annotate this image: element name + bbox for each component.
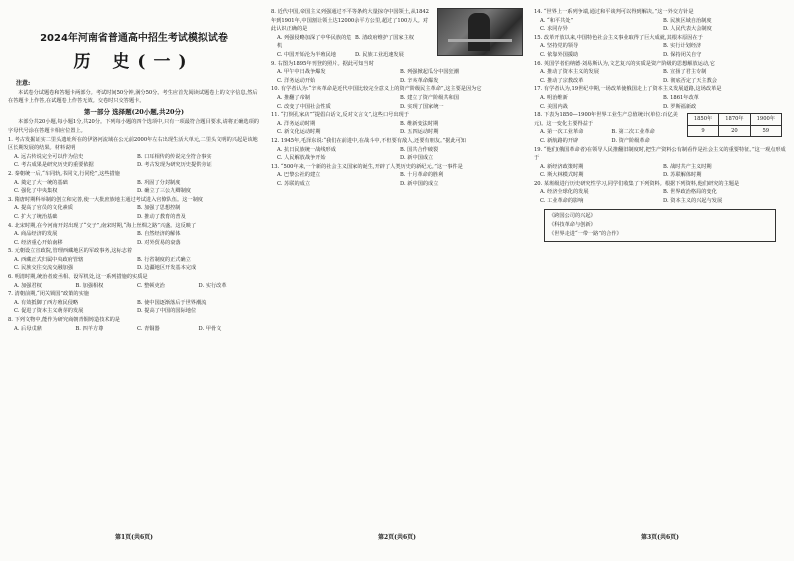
resource-title: 《科技革命与创新》 xyxy=(549,221,596,228)
answer-option: D. 苏联解体时期 xyxy=(663,172,702,179)
answer-option: C. 中国开始沦为半殖民地 xyxy=(277,51,336,58)
answer-option: C. 工业革命的影响 xyxy=(540,198,584,205)
answer-option: B. 十月革命的胜利 xyxy=(400,172,444,179)
answer-option: B. 四羊方尊 xyxy=(75,325,104,332)
answer-options xyxy=(540,17,786,26)
answer-option: C. 扩大了统治基础 xyxy=(14,213,58,220)
answer-options xyxy=(540,42,786,51)
answer-option: A. 抗日民族统一战线形成 xyxy=(277,146,336,153)
answer-option: B. 国共合作破裂 xyxy=(400,146,439,153)
question-stem: 12. 1945年,毛泽东说:“我们在前进中,在战斗中,不但要有敌人,还要有朋友。”据此可知 xyxy=(271,137,466,144)
answer-option: A. 甲午中日战争爆发 xyxy=(277,69,326,76)
answer-option: D. 人民代表大会制度 xyxy=(663,26,712,33)
table-row xyxy=(687,125,781,137)
answer-option: C. 求同存异 xyxy=(540,26,568,33)
answer-option: A. 商品经济的发展 xyxy=(14,231,58,238)
answer-option: D. 实行改革 xyxy=(198,282,227,289)
answer-option: A. 第一次工业革命 xyxy=(540,129,584,136)
answer-option: D. 资本主义的兴起与发展 xyxy=(663,198,723,205)
answer-option: C. 改变了中国社会性质 xyxy=(277,103,331,110)
answer-option: D. 实现了国家统一 xyxy=(400,103,444,110)
answer-option: D. 资产阶级革命 xyxy=(611,137,650,144)
exam-notes: 本试卷分试题卷和答题卡两部分。考试时间50分钟,满分50分。考生应首先阅读试题卷上的文字信息,然后在答题卡上作答,在试题卷上作答无效。交卷时只交答题卡。 xyxy=(8,89,258,105)
page-column-3 xyxy=(534,8,786,528)
question-stem: 9. 右图为1895年刊登的照片。据此可知当时 xyxy=(271,60,374,67)
answer-option: C. 青铜器 xyxy=(137,325,160,332)
answer-option: C. 整顿吏治 xyxy=(137,282,165,289)
answer-option: B. 加强相权 xyxy=(75,282,104,289)
answer-option: A. 巴黎公社的建立 xyxy=(277,172,321,179)
question-stem: 6. 明清时期,统治者废丞相、设军机处,这一系列措施的实质是 xyxy=(8,274,148,281)
question-stem: 1. 考古发掘证实二里头遗址所在的伊洛河流域在公元前2000年左右出现生活大单元,二里头文明的兴起是该地区长期发展的结果。材料说明 xyxy=(8,136,258,152)
answer-option: B. 民族区域自治制度 xyxy=(663,17,712,24)
answer-option: B. 建立了资产阶级共和国 xyxy=(400,94,459,101)
answer-option: A. 新经济政策时期 xyxy=(540,163,584,170)
answer-options xyxy=(540,103,786,112)
table-cell: 9 xyxy=(687,125,718,137)
answer-option: A. 坚持党的领导 xyxy=(540,43,579,50)
historical-photo xyxy=(437,8,523,56)
answer-option: D. 考古发现为研究历史提供旁证 xyxy=(137,162,212,169)
answer-option: C. 促进了资本主义萌芽的发展 xyxy=(14,308,84,315)
answer-options xyxy=(277,180,523,189)
answer-option: A. 远古传说完全可以作为信史 xyxy=(14,153,84,160)
answer-options xyxy=(14,239,260,248)
answer-options xyxy=(277,103,523,112)
question-stem: 11. “打倒孔家店”“提倡白话文,反对文言文”,这些口号出现于 xyxy=(271,112,409,119)
answer-option: C. 依靠外国援助 xyxy=(540,51,579,58)
answer-options xyxy=(14,213,260,222)
table-cell: 59 xyxy=(750,125,781,137)
answer-option: D. 新中国的成立 xyxy=(400,180,439,187)
answer-option: A. 奠定了大一统的基础 xyxy=(14,179,68,186)
answer-options xyxy=(14,264,260,273)
answer-options xyxy=(540,171,786,180)
question-stem: 18. 下表为1850—1900年世界工业生产总值统计(单位:百亿美元)。这一变化主要得益于 xyxy=(534,112,678,127)
question-stem: 20. 某班级进行历史研究性学习,同学们收集了下列资料。根据下列资料,他们研究的主题是 xyxy=(534,180,740,187)
answer-options xyxy=(14,161,260,170)
answer-options xyxy=(277,154,523,163)
questions-col-3 xyxy=(534,8,786,242)
question-stem: 4. 北宋时期,在今河南开封出现了“交子”,南宋时期,“海上丝绸之路”兴盛。这反映了 xyxy=(8,222,197,229)
question-stem: 5. 元朝设立宣政院,管理西藏地区的军政事务,这标志着 xyxy=(8,248,133,255)
table-cell: 1850年 xyxy=(687,114,718,126)
page-column-2 xyxy=(271,8,523,528)
answer-option: D. 保持闭关自守 xyxy=(663,51,702,58)
question-stem: 15. 改革开放以来,中国特色社会主义事业取得了巨大成就,其根本原因在于 xyxy=(534,34,703,41)
answer-option: C. 强化了中央集权 xyxy=(14,188,58,195)
answer-options xyxy=(14,187,260,196)
answer-option: C. 美国内战 xyxy=(540,103,568,110)
answer-options xyxy=(14,204,260,213)
answer-option: D. 彻底否定了天主教会 xyxy=(663,77,717,84)
answer-option: B. 行省制度的正式确立 xyxy=(137,256,191,263)
answer-option: C. 民族交往交流交融加强 xyxy=(14,265,73,272)
answer-option: A. 提高了官员的文化素质 xyxy=(14,205,73,212)
answer-options xyxy=(540,68,786,77)
question-stem: 8. 近代中国,帝国主义列强通过不平等条约大量掠夺中国领土,从1842年到1901年,中国割让领土达12000余平方公里,超过了100万人。对此认识正确的是 xyxy=(271,9,429,33)
answer-options xyxy=(540,188,786,197)
answer-option: D. 推动了教育的普及 xyxy=(137,213,186,220)
answer-option: A. 加强君权 xyxy=(14,282,42,289)
answer-option: C. 斯大林模式时期 xyxy=(540,172,584,179)
answer-option: A. 后母戊鼎 xyxy=(14,325,42,332)
answer-options xyxy=(14,179,260,188)
questions-col-1 xyxy=(8,136,260,334)
table-cell: 1870年 xyxy=(719,114,750,126)
answer-options xyxy=(14,325,260,334)
answer-option: A. 洋务运动时期 xyxy=(277,120,316,127)
answer-option: B. 1861年改革 xyxy=(663,94,699,101)
answer-options xyxy=(277,120,523,129)
answer-option: A. 经济全球化的发展 xyxy=(540,189,589,196)
exam-subject: 历 史(一) xyxy=(73,52,195,72)
notes-heading: 注意: xyxy=(16,80,31,87)
answer-option: A. 明治维新 xyxy=(540,94,568,101)
question-stem: 14. “世界上一系列争端,通过和平谈判可以得到解决。”这一外交方针是 xyxy=(534,9,694,15)
answer-options xyxy=(540,163,786,172)
section-heading: 第一部分 选择题(20小题,共20分) xyxy=(83,107,185,116)
answer-option: A. 西藏正式归属中央政府管辖 xyxy=(14,256,84,263)
data-table xyxy=(687,113,782,137)
page-footer-1: 第1页(共6页) xyxy=(114,534,154,541)
page-column-1 xyxy=(8,8,260,528)
resource-box xyxy=(544,209,776,242)
table-row xyxy=(687,114,781,126)
answer-option: D. 确立了三公九卿制度 xyxy=(137,188,191,195)
answer-options xyxy=(14,307,260,316)
answer-option: D. 辛亥革命爆发 xyxy=(400,77,439,84)
answer-option: A. 推翻了帝制 xyxy=(277,94,310,101)
answer-option: A. “和平共处” xyxy=(540,17,574,24)
answer-options xyxy=(14,256,260,265)
resource-title: 《跨国公司的兴起》 xyxy=(549,212,596,219)
answer-options xyxy=(277,171,523,180)
answer-option: D. 甲骨文 xyxy=(198,325,222,332)
question-stem: 10. 有学者认为:“辛亥革命是近代中国比较完全意义上的资产阶级民主革命”,这主要是因为它 xyxy=(271,86,482,93)
answer-option: D. 提高了中国的国际地位 xyxy=(137,308,197,315)
answer-options xyxy=(540,137,683,146)
resource-title: 《世界走进“一带一路”的合作》 xyxy=(549,230,622,237)
question-stem: 13. “500年来,一个新的社会主义国家的诞生,开辟了人类历史的新纪元。”这一事件是 xyxy=(271,163,463,170)
answer-option: B. 世界政治格局的变化 xyxy=(663,189,717,196)
answer-option: D. 五四运动时期 xyxy=(400,129,439,136)
answer-options xyxy=(540,51,786,60)
answer-option: B. 宣扬了君主专制 xyxy=(663,69,707,76)
answer-options xyxy=(540,77,786,86)
answer-option: C. 经济重心开始南移 xyxy=(14,239,63,246)
answer-option: C. 苏联的成立 xyxy=(277,180,311,187)
answer-option: C. 人民解放战争开始 xyxy=(277,155,326,162)
answer-option: B. 口耳相传的传说完全符合事实 xyxy=(137,153,212,160)
question-stem: 17. 有学者认为,19世纪中期,一场改革使俄国走上了资本主义发展道路,这场改革是 xyxy=(534,86,722,93)
answer-option: D. 边疆地区开发基本完成 xyxy=(137,265,197,272)
answer-option: B. 实行计划经济 xyxy=(663,43,702,50)
question-stem: 8. 下列文物中,能作为研究商朝青铜铸造技术的是 xyxy=(8,317,120,324)
question-stem: 3. 隋唐时期科举制的创立和完善,使一大批庶族地主通过考试进入官僚队伍。这一制度 xyxy=(8,196,203,203)
page-footer-3: 第3页(共6页) xyxy=(640,534,680,541)
question-stem: 19. “他们(俄国革命者)在领导人民推翻旧制度时,把生产资料公有制看作是社会主义的重要特征。”这一观点形成于 xyxy=(534,146,786,162)
answer-option: C. 新航路的开辟 xyxy=(540,137,579,144)
answer-options xyxy=(277,68,523,77)
answer-option: A. 列强侵略加深了中华民族的危机 xyxy=(277,34,352,50)
answer-option: D. 对外贸易的衰落 xyxy=(137,239,181,246)
answer-options xyxy=(14,230,260,239)
answer-options xyxy=(277,146,523,155)
answer-option: B. 维新变法时期 xyxy=(400,120,439,127)
answer-option: B. 自然经济的解体 xyxy=(137,231,181,238)
exam-title: 2024年河南省普通高中招生考试模拟试卷 xyxy=(40,33,228,44)
section-description: 本部分共20小题,每小题1分,共20分。下列每小题的四个选项中,只有一项最符合题目要求,请将正确选项的字母代号涂在答题卡相应位置上。 xyxy=(8,119,259,134)
answer-option: C. 考古成果是研究历史的重要依据 xyxy=(14,162,94,169)
answer-options xyxy=(540,94,786,103)
answer-options xyxy=(14,299,260,308)
answer-option: B. 清政府维护了国家主权 xyxy=(355,34,414,41)
answer-options xyxy=(277,128,523,137)
question-stem: 2. 秦朝统一后,“车同轨,书同文,行同伦”,这些措施 xyxy=(8,170,120,177)
answer-options xyxy=(277,77,523,86)
answer-options xyxy=(14,153,260,162)
answer-options xyxy=(14,282,260,291)
answer-options xyxy=(540,128,683,137)
answer-options xyxy=(277,51,433,60)
answer-option: B. 列强掀起瓜分中国狂潮 xyxy=(400,69,459,76)
table-cell: 1900年 xyxy=(750,114,781,126)
answer-option: B. 巩固了分封制度 xyxy=(137,179,181,186)
answer-option: A. 有效抵御了西方殖民侵略 xyxy=(14,299,79,306)
table-cell: 20 xyxy=(719,125,750,137)
page-footer-2: 第2页(共6页) xyxy=(377,534,417,541)
answer-option: C. 新文化运动时期 xyxy=(277,129,321,136)
question-stem: 16. 英国学者伯纳德·刘易斯认为,文艺复兴的实质是资产阶级的思想解放运动,它 xyxy=(534,60,715,67)
answer-option: B. 加强了思想控制 xyxy=(137,205,181,212)
answer-option: B. 使中国逐渐落后于世界潮流 xyxy=(137,299,207,306)
answer-option: B. 第二次工业革命 xyxy=(611,129,655,136)
answer-options xyxy=(277,34,433,51)
answer-option: D. 新中国成立 xyxy=(400,155,434,162)
answer-option: D. 民族工业迅速发展 xyxy=(355,51,404,58)
answer-option: C. 推动了宗教改革 xyxy=(540,77,584,84)
answer-options xyxy=(277,94,523,103)
answer-option: C. 洋务运动开始 xyxy=(277,77,316,84)
answer-option: A. 推动了资本主义的发展 xyxy=(540,69,599,76)
answer-options xyxy=(540,25,786,34)
answer-option: B. 战时共产主义时期 xyxy=(663,163,712,170)
answer-option: D. 罗斯福新政 xyxy=(663,103,697,110)
answer-options xyxy=(540,197,786,206)
question-stem: 7. 清朝前期,“闭关锁国”政策的实施 xyxy=(8,291,89,298)
